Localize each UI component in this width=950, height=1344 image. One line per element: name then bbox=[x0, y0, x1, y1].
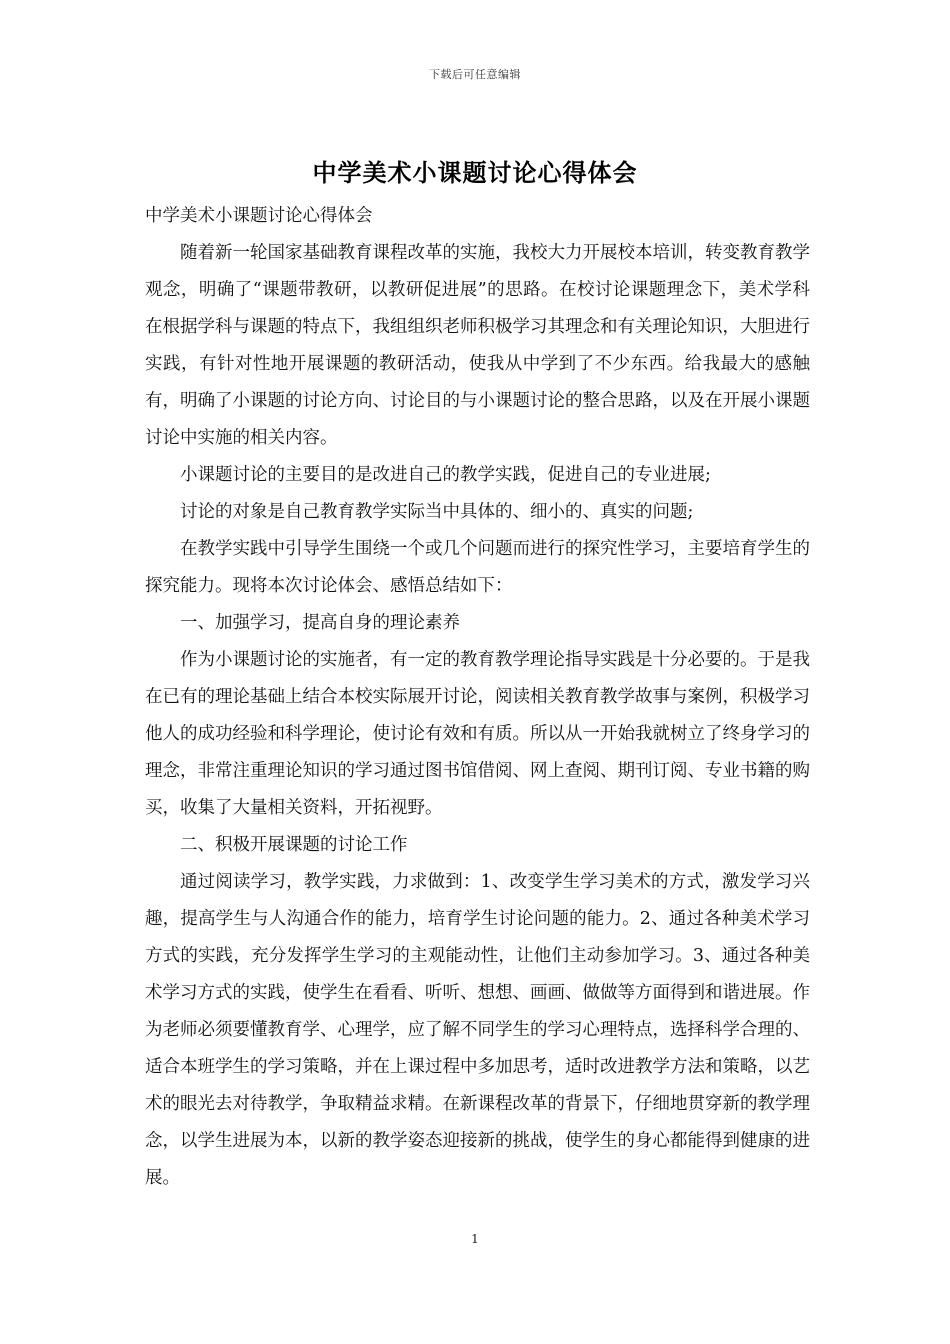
header-note: 下载后可任意编辑 bbox=[429, 68, 521, 81]
subtitle-paragraph: 中学美术小课题讨论心得体会 bbox=[145, 206, 373, 226]
body-paragraph: 小课题讨论的主要目的是改进自己的教学实践，促进自己的专业进展; bbox=[180, 465, 711, 485]
body-paragraph: 作为小课题讨论的实施者，有一定的教育教学理论指导实践是十分必要的。于是我在已有的理论基础上结合本校实际展开讨论，阅读相关教育教学故事与案例，积极学习他人的成功经验和科学理论，使讨论有效和有质。所以从一开始我就树立了终身学习的理念，非常注重理论知识的学习通过图书馆借阅、网上查阅、期刊订阅、专业书籍的购买，收集了大量相关资料，开拓视野。 bbox=[145, 650, 810, 818]
page-number: 1 bbox=[471, 1232, 479, 1246]
body-paragraph: 随着新一轮国家基础教育课程改革的实施，我校大力开展校本培训，转变教育教学观念，明确了“课题带教研，以教研促进展”的思路。在校讨论课题理念下，美术学科在根据学科与课题的特点下，我组组织老师积极学习其理念和有关理论知识，大胆进行实践，有针对性地开展课题的教研活动，使我从中学到了不少东西。给我最大的感触有，明确了小课题的讨论方向、讨论目的与小课题讨论的整合思路，以及在开展小课题讨论中实施的相关内容。 bbox=[145, 243, 810, 448]
section-heading: 二、积极开展课题的讨论工作 bbox=[180, 835, 408, 855]
body-paragraph: 通过阅读学习，教学实践，力求做到：1、改变学生学习美术的方式，激发学习兴趣，提高学生与人沟通合作的能力，培育学生讨论问题的能力。2、通过各种美术学习方式的实践，充分发挥学生学习的主观能动性，让他们主动参加学习。3、通过各种美术学习方式的实践，使学生在看看、听听、想想、画画、做做等方面得到和谐进展。作为老师必须要懂教育学、心理学，应了解不同学生的学习心理特点，选择科学合理的、适合本班学生的学习策略，并在上课过程中多加思考，适时改进教学方法和策略，以艺术的眼光去对待教学，争取精益求精。在新课程改革的背景下，仔细地贯穿新的教学理念，以学生进展为本，以新的教学姿态迎接新的挑战，使学生的身心都能得到健康的进展。 bbox=[145, 872, 810, 1188]
document-body bbox=[145, 198, 810, 1197]
body-paragraph: 讨论的对象是自己教育教学实际当中具体的、细小的、真实的问题; bbox=[180, 502, 694, 522]
section-heading: 一、加强学习，提高自身的理论素养 bbox=[180, 613, 460, 633]
document-title: 中学美术小课题讨论心得体会 bbox=[312, 158, 638, 187]
body-paragraph: 在教学实践中引导学生围绕一个或几个问题而进行的探究性学习，主要培育学生的探究能力。现将本次讨论体会、感悟总结如下： bbox=[145, 539, 810, 596]
